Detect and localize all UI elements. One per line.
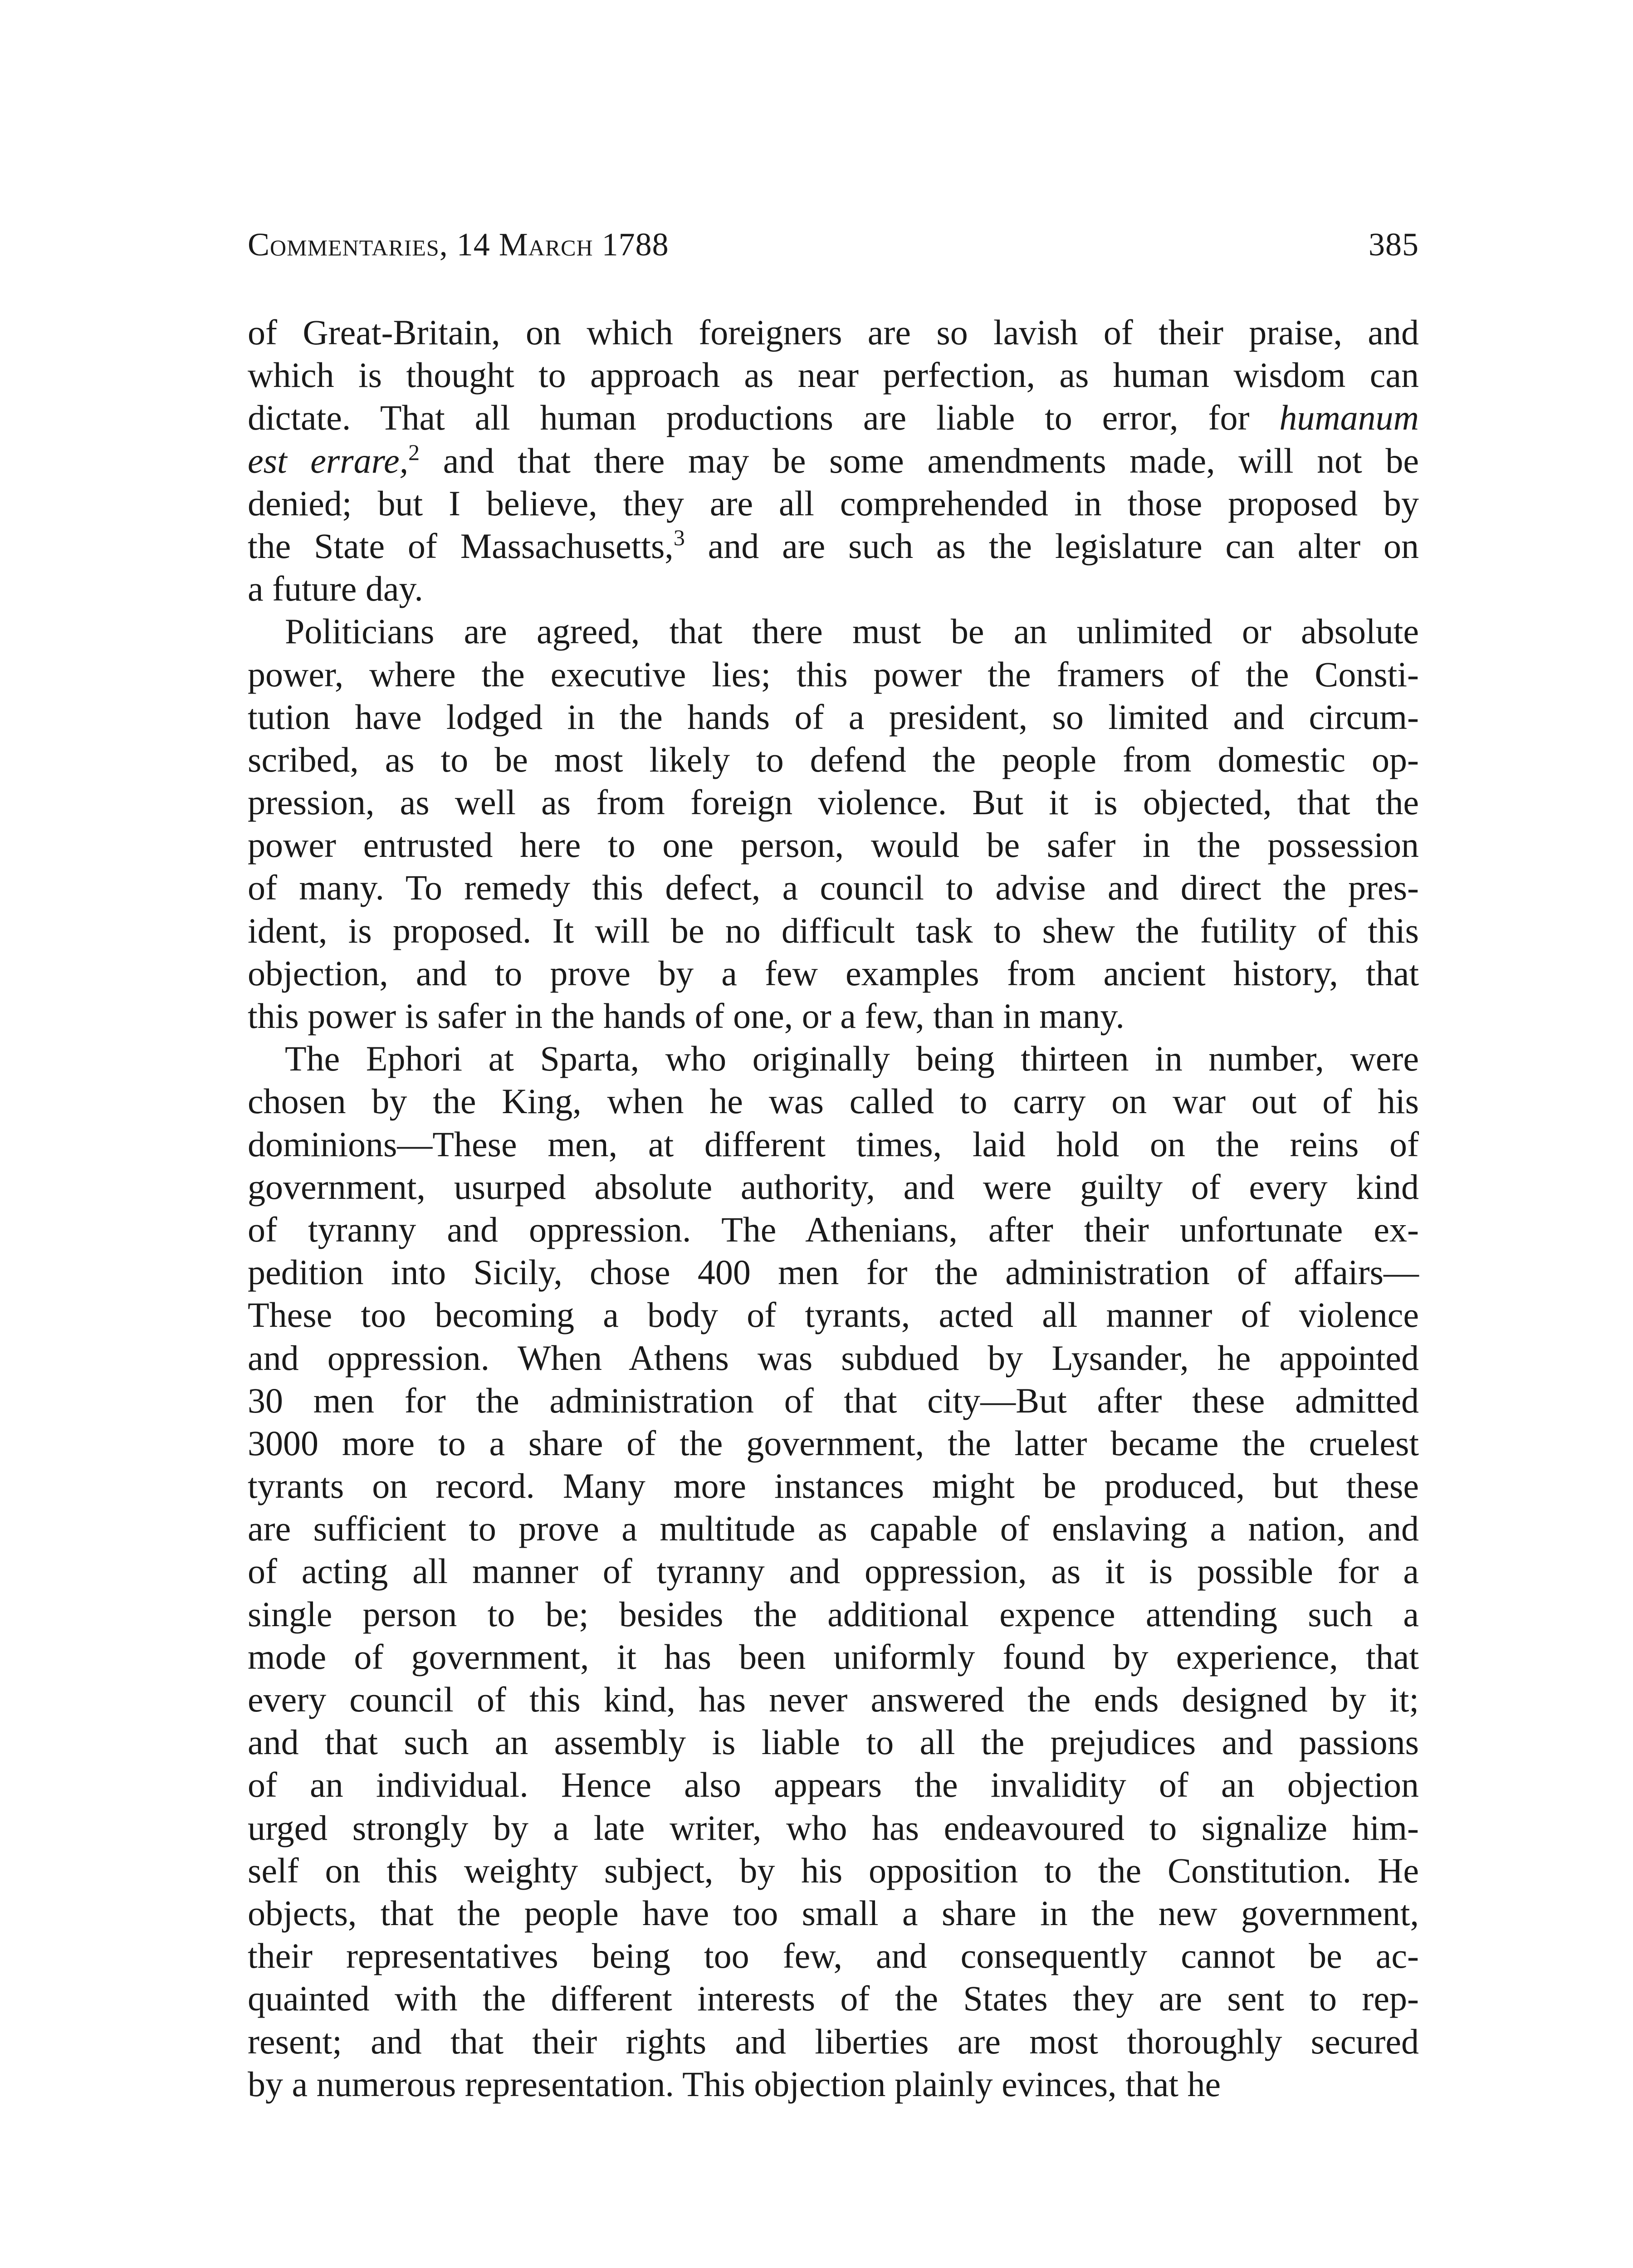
text-line xyxy=(248,1807,1419,1849)
text-run: and are such as the legislature can alter on xyxy=(684,526,1419,566)
text-run: urged strongly by a late writer, who has endeavoured to signalize him- xyxy=(248,1808,1419,1848)
text-run: objection, and to prove by a few examples from ancient history, that xyxy=(248,953,1419,993)
text-run: resent; and that their rights and liberties are most thoroughly secured xyxy=(248,2021,1419,2061)
text-run: government, usurped absolute authority, and were guilty of every kind xyxy=(248,1167,1419,1207)
text-line xyxy=(248,1977,1419,2020)
page-number: 385 xyxy=(1369,226,1419,263)
text-run: quainted with the different interests of the States they are sent to rep- xyxy=(248,1979,1419,2019)
body-text xyxy=(248,311,1419,2106)
text-line xyxy=(248,354,1419,396)
text-run: dictate. That all human productions are liable to error, for xyxy=(248,398,1280,438)
text-run: These too becoming a body of tyrants, acted all manner of violence xyxy=(248,1295,1419,1335)
text-run: and that there may be some amendments made, will not be xyxy=(420,440,1419,480)
text-run: denied; but I believe, they are all comprehended in those proposed by xyxy=(248,483,1419,523)
text-line xyxy=(248,525,1419,567)
text-line xyxy=(248,653,1419,696)
text-line xyxy=(248,396,1419,439)
text-run: power entrusted here to one person, would be safer in the possession xyxy=(248,825,1419,865)
text-line xyxy=(248,781,1419,824)
text-line xyxy=(248,482,1419,525)
text-line xyxy=(248,1080,1419,1123)
text-line xyxy=(248,738,1419,781)
text-line xyxy=(248,1251,1419,1294)
text-run: tyrants on record. Many more instances might be produced, but these xyxy=(248,1466,1419,1506)
text-line xyxy=(248,696,1419,738)
text-line xyxy=(248,995,1419,1037)
text-line xyxy=(248,1849,1419,1892)
text-line xyxy=(248,2020,1419,2063)
text-run: of an individual. Hence also appears the invalidity of an objection xyxy=(248,1765,1419,1805)
text-run: of Great-Britain, on which foreigners are so lavish of their praise, and xyxy=(248,313,1419,352)
text-run: single person to be; besides the additional expence attending such a xyxy=(248,1594,1419,1634)
text-line xyxy=(248,1422,1419,1465)
text-run: and oppression. When Athens was subdued by Lysander, he appointed xyxy=(248,1338,1419,1378)
text-line xyxy=(248,1337,1419,1379)
text-run: of acting all manner of tyranny and oppression, as it is possible for a xyxy=(248,1551,1419,1591)
text-run: chosen by the King, when he was called to carry on war out of his xyxy=(248,1081,1419,1121)
text-run: tution have lodged in the hands of a president, so limited and circum- xyxy=(248,697,1419,737)
text-line xyxy=(248,866,1419,909)
text-line xyxy=(248,567,1419,610)
text-run: objects, that the people have too small a share in the new government, xyxy=(248,1893,1419,1933)
paragraph xyxy=(248,610,1419,1037)
text-run: and that such an assembly is liable to all the prejudices and passions xyxy=(248,1722,1419,1762)
paragraph xyxy=(248,1037,1419,2106)
text-run: pression, as well as from foreign violence. But it is objected, that the xyxy=(248,782,1419,822)
text-run: ident, is proposed. It will be no difficult task to shew the futility of this xyxy=(248,910,1419,950)
text-line xyxy=(248,1123,1419,1166)
running-head-title: Commentaries, 14 March 1788 xyxy=(248,226,669,263)
text-line xyxy=(248,1678,1419,1721)
italic-text: est errare, xyxy=(248,440,409,480)
text-line xyxy=(248,1294,1419,1336)
text-run: every council of this kind, has never answered the ends designed by it; xyxy=(248,1680,1419,1719)
text-line xyxy=(248,952,1419,995)
text-line xyxy=(248,909,1419,952)
text-line xyxy=(248,1208,1419,1251)
text-line xyxy=(248,1636,1419,1678)
text-line xyxy=(248,1892,1419,1935)
text-run: by a numerous representation. This objection plainly evinces, that he xyxy=(248,2064,1221,2104)
paragraph xyxy=(248,311,1419,610)
text-line xyxy=(248,824,1419,866)
text-line xyxy=(248,1166,1419,1208)
text-run: dominions—These men, at different times, laid hold on the reins of xyxy=(248,1124,1419,1164)
text-line xyxy=(248,610,1419,653)
text-line xyxy=(248,440,1419,482)
text-run: 30 men for the administration of that city—But after these admitted xyxy=(248,1380,1419,1420)
footnote-marker: 2 xyxy=(408,439,420,465)
text-run: mode of government, it has been uniformly found by experience, that xyxy=(248,1637,1419,1677)
text-run: a future day. xyxy=(248,569,423,609)
text-line xyxy=(248,311,1419,354)
text-run: pedition into Sicily, chose 400 men for the administration of affairs— xyxy=(248,1252,1419,1292)
text-line xyxy=(248,1593,1419,1636)
running-head xyxy=(248,226,1419,267)
text-run: power, where the executive lies; this power the framers of the Consti- xyxy=(248,654,1419,694)
text-run: which is thought to approach as near perfection, as human wisdom can xyxy=(248,355,1419,395)
text-line xyxy=(248,1379,1419,1422)
text-line xyxy=(248,1935,1419,1977)
text-run: self on this weighty subject, by his opposition to the Constitution. He xyxy=(248,1850,1419,1890)
text-line xyxy=(248,2063,1419,2106)
text-line xyxy=(248,1550,1419,1593)
text-line xyxy=(248,1507,1419,1550)
text-run: this power is safer in the hands of one, or a few, than in many. xyxy=(248,996,1125,1036)
text-run: the State of Massachusetts, xyxy=(248,526,674,566)
text-run: of tyranny and oppression. The Athenians, after their unfortunate ex- xyxy=(248,1209,1419,1249)
text-line xyxy=(248,1764,1419,1806)
text-run: of many. To remedy this defect, a council to advise and direct the pres- xyxy=(248,868,1419,908)
text-run: The Ephori at Sparta, who originally being thirteen in number, were xyxy=(285,1039,1419,1079)
text-line xyxy=(248,1721,1419,1764)
text-run: their representatives being too few, and consequently cannot be ac- xyxy=(248,1936,1419,1976)
text-run: scribed, as to be most likely to defend the people from domestic op- xyxy=(248,739,1419,779)
text-run: Politicians are agreed, that there must be an unlimited or absolute xyxy=(285,611,1419,651)
italic-text: humanum xyxy=(1279,398,1419,438)
text-run: 3000 more to a share of the government, the latter became the cruelest xyxy=(248,1423,1419,1463)
text-run: are sufficient to prove a multitude as capable of enslaving a nation, and xyxy=(248,1509,1419,1549)
footnote-marker: 3 xyxy=(673,524,685,550)
text-line xyxy=(248,1465,1419,1507)
text-line xyxy=(248,1037,1419,1080)
